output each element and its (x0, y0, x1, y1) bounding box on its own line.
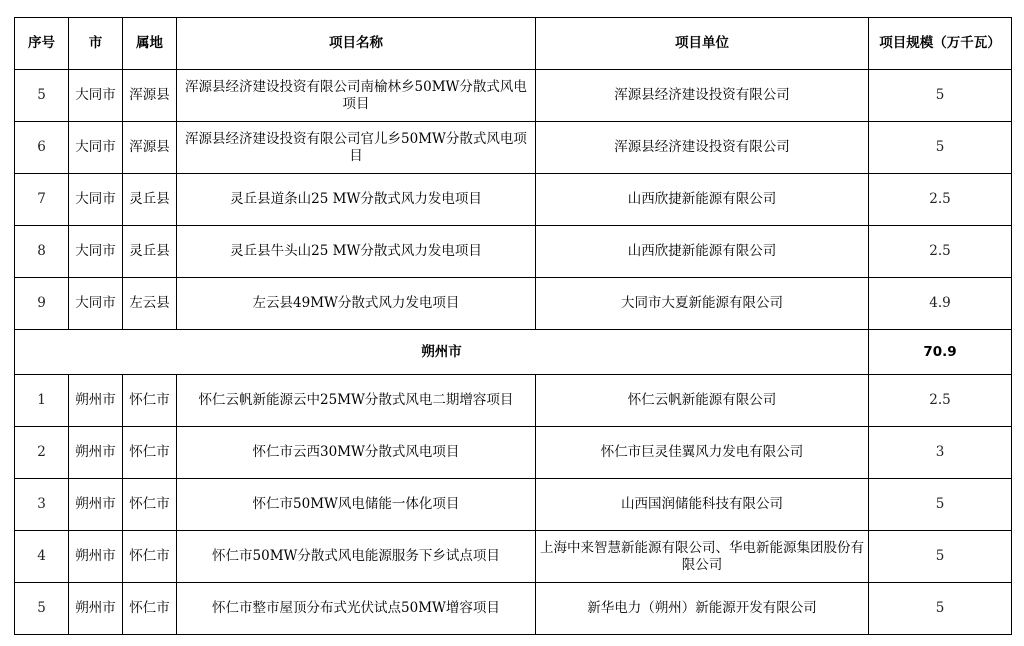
table-row (15, 278, 1012, 330)
section-label: 朔州市 (15, 330, 869, 375)
cell-scale: 2.5 (869, 174, 1012, 226)
cell-city: 朔州市 (69, 375, 123, 427)
table-row (15, 70, 1012, 122)
cell-project-name: 怀仁云帆新能源云中25MW分散式风电二期增容项目 (177, 375, 536, 427)
table-row (15, 226, 1012, 278)
cell-city: 大同市 (69, 122, 123, 174)
table-row (15, 122, 1012, 174)
cell-scale: 5 (869, 122, 1012, 174)
cell-project-unit: 山西欣捷新能源有限公司 (536, 226, 869, 278)
cell-city: 大同市 (69, 174, 123, 226)
cell-project-unit: 浑源县经济建设投资有限公司 (536, 70, 869, 122)
table-row (15, 375, 1012, 427)
cell-scale: 3 (869, 427, 1012, 479)
cell-county: 浑源县 (123, 70, 177, 122)
table-row (15, 531, 1012, 583)
cell-index: 5 (15, 583, 69, 635)
cell-scale: 5 (869, 583, 1012, 635)
cell-project-name: 浑源县经济建设投资有限公司官儿乡50MW分散式风电项目 (177, 122, 536, 174)
cell-city: 朔州市 (69, 531, 123, 583)
cell-county: 怀仁市 (123, 479, 177, 531)
project-table (14, 17, 1012, 635)
cell-index: 8 (15, 226, 69, 278)
table-row (15, 479, 1012, 531)
cell-county: 浑源县 (123, 122, 177, 174)
cell-project-name: 怀仁市整市屋顶分布式光伏试点50MW增容项目 (177, 583, 536, 635)
cell-index: 4 (15, 531, 69, 583)
cell-scale: 5 (869, 70, 1012, 122)
cell-project-unit: 新华电力（朔州）新能源开发有限公司 (536, 583, 869, 635)
cell-scale: 5 (869, 479, 1012, 531)
header-city: 市 (69, 18, 123, 70)
cell-project-unit: 浑源县经济建设投资有限公司 (536, 122, 869, 174)
cell-index: 5 (15, 70, 69, 122)
header-project-unit: 项目单位 (536, 18, 869, 70)
cell-city: 大同市 (69, 70, 123, 122)
cell-project-unit: 上海中来智慧新能源有限公司、华电新能源集团股份有限公司 (536, 531, 869, 583)
cell-county: 灵丘县 (123, 226, 177, 278)
cell-city: 朔州市 (69, 583, 123, 635)
cell-scale: 5 (869, 531, 1012, 583)
table-row (15, 427, 1012, 479)
cell-scale: 4.9 (869, 278, 1012, 330)
cell-project-name: 灵丘县道条山25 MW分散式风力发电项目 (177, 174, 536, 226)
cell-project-name: 左云县49MW分散式风力发电项目 (177, 278, 536, 330)
cell-project-unit: 山西欣捷新能源有限公司 (536, 174, 869, 226)
header-index: 序号 (15, 18, 69, 70)
cell-project-name: 灵丘县牛头山25 MW分散式风力发电项目 (177, 226, 536, 278)
cell-county: 怀仁市 (123, 531, 177, 583)
cell-county: 灵丘县 (123, 174, 177, 226)
cell-county: 怀仁市 (123, 375, 177, 427)
cell-city: 大同市 (69, 226, 123, 278)
cell-scale: 2.5 (869, 226, 1012, 278)
table-row (15, 583, 1012, 635)
cell-county: 怀仁市 (123, 427, 177, 479)
cell-project-name: 怀仁市50MW风电储能一体化项目 (177, 479, 536, 531)
cell-project-unit: 山西国润储能科技有限公司 (536, 479, 869, 531)
cell-city: 大同市 (69, 278, 123, 330)
section-row (15, 330, 1012, 375)
cell-index: 1 (15, 375, 69, 427)
cell-city: 朔州市 (69, 479, 123, 531)
table-row (15, 174, 1012, 226)
cell-county: 怀仁市 (123, 583, 177, 635)
cell-index: 2 (15, 427, 69, 479)
cell-index: 3 (15, 479, 69, 531)
header-county: 属地 (123, 18, 177, 70)
header-scale: 项目规模（万千瓦） (869, 18, 1012, 70)
cell-city: 朔州市 (69, 427, 123, 479)
cell-project-unit: 怀仁云帆新能源有限公司 (536, 375, 869, 427)
cell-project-name: 浑源县经济建设投资有限公司南榆林乡50MW分散式风电项目 (177, 70, 536, 122)
cell-project-unit: 怀仁市巨灵佳翼风力发电有限公司 (536, 427, 869, 479)
section-total: 70.9 (869, 330, 1012, 375)
cell-index: 9 (15, 278, 69, 330)
cell-index: 6 (15, 122, 69, 174)
cell-scale: 2.5 (869, 375, 1012, 427)
cell-project-name: 怀仁市云西30MW分散式风电项目 (177, 427, 536, 479)
cell-project-unit: 大同市大夏新能源有限公司 (536, 278, 869, 330)
cell-project-name: 怀仁市50MW分散式风电能源服务下乡试点项目 (177, 531, 536, 583)
header-row (15, 18, 1012, 70)
cell-index: 7 (15, 174, 69, 226)
header-project-name: 项目名称 (177, 18, 536, 70)
cell-county: 左云县 (123, 278, 177, 330)
